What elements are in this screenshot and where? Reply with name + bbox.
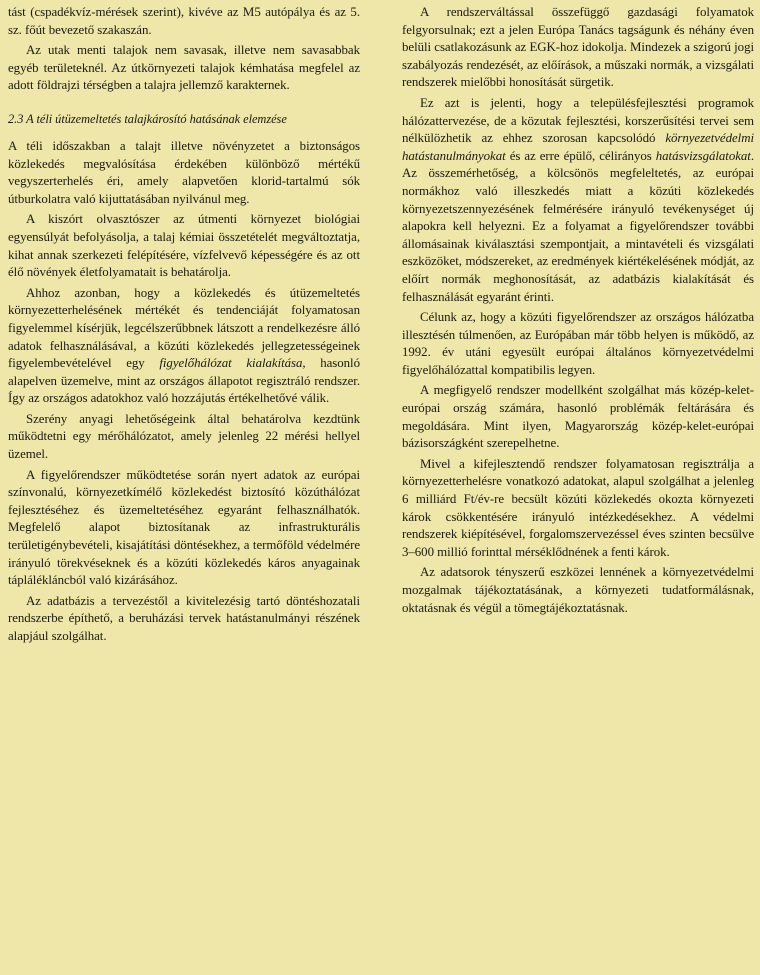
paragraph: Szerény anyagi lehetőségeink által behatárolva kezdtünk működtetni egy mérőhálózatot, amely jelenleg 22 mérési hellyel üzemel. (8, 411, 360, 462)
paragraph: Az utak menti talajok nem savasak, illetve nem savasabbak egyéb területeknél. Az útkörnyezeti talajok kémhatása megfelel az adott földrajzi térségben a talajra jellemző karakternek. (8, 43, 360, 93)
paragraph: A téli időszakban a talajt illetve növényzetet a biztonságos közlekedés megvalósítása érdekében különböző mértékű vegyszerterhelés éri, amely alapvetően klorid-tartalmú sók útburkolatra való kijuttatásában nyilvánul meg. (8, 138, 360, 206)
paragraph: Célunk az, hogy a közúti figyelőrendszer az országos hálózatba illesztésén túlmenően, az Európában már több helyen is működő, az 1992. év utáni egyesült európai általános környezetvédelmi figyelőhálózattal kompatibilis legyen. (402, 310, 754, 377)
paragraph: Az adatsorok tényszerű eszközei lennének a környezetvédelmi mozgalmak tájékoztatásának, a környezeti tudatformálásnak, oktatásnak és végül a tömegtájékoztatásnak. (402, 565, 754, 615)
paragraph: A figyelőrendszer működtetése során nyert adatok az európai színvonalú, környezetkímélő közlekedést biztosító közúthálózat fejlesztéséhez és üzemeltetéséhez egyaránt felhasználhatók. Megfelelő alapot biztosítanak az infrastrukturális területigénybevételi, kisajátítási döntésekhez, a termőföld védelmére irányuló törekvéseknek és a közúti közlekedés káros anyagainak táplálékláncból való kizárásához. (8, 467, 360, 588)
paragraph: Az adatbázis a tervezéstől a kivitelezésig tartó döntéshozatali rendszerbe építhető, a beruházási tervek hatástanulmányi részének alapjául szolgálhat. (8, 593, 360, 643)
right-column (402, 4, 754, 620)
left-column (8, 4, 360, 649)
paragraph: Mivel a kifejlesztendő rendszer folyamatosan regisztrálja a környezetterhelésre vonatkozó adatokat, alapul szolgálhat a jelenleg 6 milliárd Ft/év-re becsült közúti közlekedés okozta környezeti károk csökkentésére irányuló intézkedésekhez. A védelmi rendszerek kiépítésével, forgalomszervezéssel éves szinten becsülve 3–600 millió forinttal mérséklődnének a fenti károk. (402, 456, 754, 559)
paragraph: tást (cspadékvíz-mérések szerint), kivéve az M5 autópálya és az 5. sz. főút bevezető szakaszán. (8, 5, 360, 37)
emphasis-text: hatásvizsgálatokat (655, 148, 751, 163)
text-run: Ahhoz azonban, hogy a közlekedés és útüzemeltetés környezetterhelésének mértékét és tendenciáját folyamatosan figyelemmel kísérjük, legcélszerűbbnek látszott a rendelkezésre álló adatok felhasználásával, a közúti közlekedés jellegzetességeinek figyelembevételével egy (8, 285, 360, 371)
paragraph: A kiszórt olvasztószer az útmenti környezet biológiai egyensúlyát befolyásolja, a talaj kémiai összetételét megváltoztatja, kihat annak szerkezeti felépítésére, vízfelvevő képességére és az ott élő növények életfolyamatait is behatárolja. (8, 212, 360, 280)
text-run: , hasonló alapelven üzemelve, mint az országos állapotot regisztráló rendszer. Így az országos adatokhoz való hozzájutás értékelhetővé válik. (8, 356, 360, 406)
text-run: és az erre épülő, célirányos (505, 148, 656, 163)
text-run: Ez azt is jelenti, hogy a településfejlesztési programok hálózattervezése, de a közutak fejlesztési, korszerűsítési tervei sem nélkülözhetik az ehhez szorosan kapcsolódó (402, 95, 754, 146)
text-run: . Az összemérhetőség, a kölcsönös megfeleltetés, az európai normákhoz való illeszkedés miatt a közúti közlekedés környezetszennyezésének felmérésére irányuló tevékenységet új alapokra kell helyezni. Ez a folyamat a figyelőrendszer további állomásainak kiválasztási szempontjait, a mintavételi és vizsgálati eszközöket, módszereket, az eredmények kiértékelésének módját, az előírt normák meghonosítását, az adatbázis kialakítását és felhasználását egyaránt érinti. (402, 148, 754, 304)
emphasis-text: környezetvédelmi hatástanulmányokat (402, 131, 754, 163)
paragraph (402, 95, 754, 306)
emphasis-text: figyelőhálózat kialakítása (159, 356, 303, 371)
section-heading: 2.3 A téli útüzemeltetés talajkárosító hatásának elemzése (8, 111, 287, 126)
paragraph: A megfigyelő rendszer modellként szolgálhat más közép-kelet-európai ország számára, hasonló problémák feltárására és megoldására. Mint ilyen, Magyarország közép-kelet-európai bázisországként szerepelhetne. (402, 383, 754, 451)
paragraph: A rendszerváltással összefüggő gazdasági folyamatok felgyorsulnak; ezt a jelen Európa Tanács tagságunk és néhány éven belüli csatlakozásunk az EGK-hoz idokolja. Mindezek a szigorú jogi szabályozás rendezését, az előírások, a műszaki normák, a vizsgálati rendszerek mielőbbi honosítását sürgetik. (402, 5, 754, 90)
paragraph (8, 285, 360, 408)
